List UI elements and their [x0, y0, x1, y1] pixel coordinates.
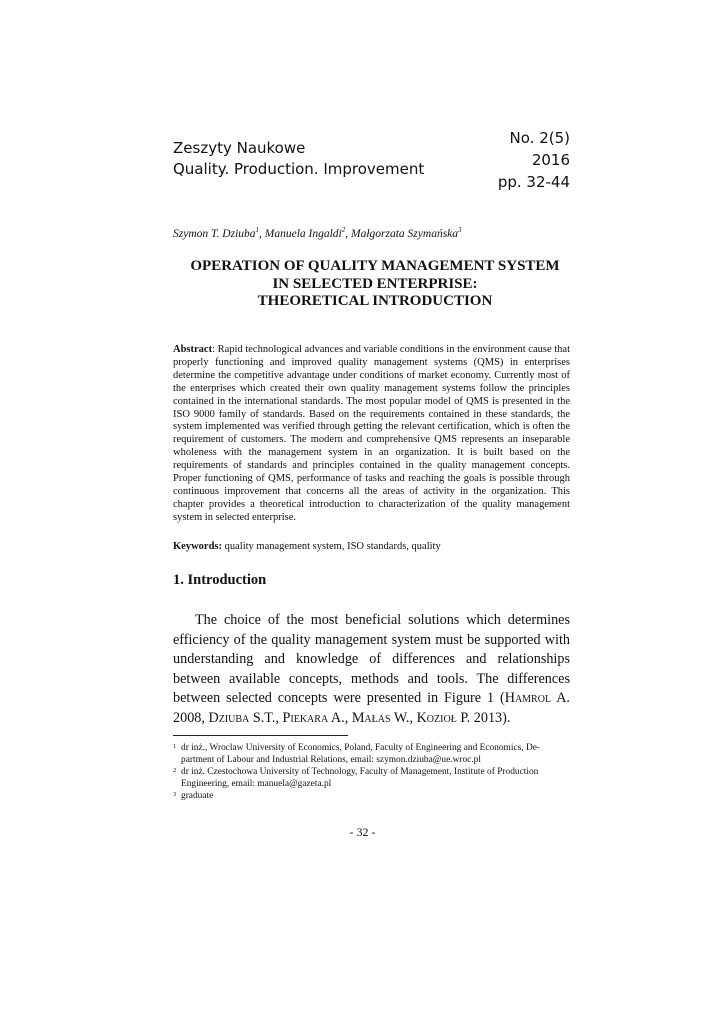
- keywords-text: quality management system, ISO standards, quality: [222, 541, 441, 552]
- keywords-label: Keywords:: [173, 541, 222, 552]
- author-name: Manuela Ingaldi: [264, 227, 342, 240]
- journal-name: [173, 138, 424, 180]
- abstract-label: Abstract: [173, 344, 213, 355]
- paper-title-line2: IN SELECTED ENTERPRISE:: [272, 275, 478, 292]
- author-footnote-mark: 3: [458, 226, 462, 234]
- footnote: [173, 766, 573, 790]
- intro-text: The choice of the most beneficial solutions which determines efficiency of the quality management system must be supported with understanding and knowledge of differences and relationships between available concepts, methods and tools. The differences between selected concepts were presented in Figure 1 (: [173, 612, 570, 706]
- footnote-line: dr inż. Czestochowa University of Technology, Faculty of Management, Institute of Production: [181, 767, 539, 777]
- author-footnote-mark: 2: [341, 226, 346, 234]
- footnote-divider: [173, 735, 348, 736]
- footnote-number: 1: [173, 743, 177, 750]
- issue-year: 2016: [531, 151, 570, 169]
- footnote-line: partment of Labour and Industrial Relations, email: szymon.dziuba@ue.wroc.pl: [181, 755, 481, 765]
- footnote-line: Engineering, email: manuela@gazeta.pl: [181, 779, 332, 789]
- issue-info: [498, 127, 570, 193]
- footnote-line: graduate: [181, 791, 214, 801]
- paper-title: [160, 258, 590, 311]
- footnote: [173, 790, 573, 802]
- footnote-number: 2: [173, 767, 177, 774]
- page-number: - 32 -: [349, 825, 376, 839]
- citation-author: Dziuba S.T., Piekara A., Małas W., Kozioł P.: [208, 709, 471, 726]
- author-name: Małgorzata Szymańska: [351, 227, 459, 240]
- paper-title-line3: THEORETICAL INTRODUCTION: [257, 293, 493, 309]
- author-name: Szymon T. Dziuba: [173, 227, 256, 240]
- citation-year: 2013).: [470, 709, 511, 726]
- keywords: [173, 541, 441, 552]
- citation-year: 2008,: [173, 709, 209, 726]
- footnote-line: dr inż., Wroclaw University of Economics, Poland, Faculty of Engineering and Economics, De-: [181, 743, 540, 753]
- journal-title-line2: Quality. Production. Improvement: [173, 160, 425, 178]
- author-separator: ,: [345, 227, 352, 240]
- author-footnote-mark: 1: [255, 226, 260, 234]
- paper-title-line1: OPERATION OF QUALITY MANAGEMENT SYSTEM: [190, 258, 560, 274]
- author-separator: ,: [259, 227, 265, 240]
- abstract: [173, 344, 570, 525]
- citation-author: Hamrol A.: [504, 690, 570, 706]
- footnotes: [173, 742, 573, 802]
- footnote: [173, 742, 573, 766]
- issue-number: No. 2(5): [509, 129, 570, 147]
- author-list: [173, 226, 462, 240]
- abstract-text: : Rapid technological advances and variable conditions in the environment cause that properly functioning and improved quality management systems (QMS) in enterprises determine the competitive advantage under conditions of market economy. Currently most of the enterprises which created their own quality management systems follow the principles contained in the international standards. The most popular model of QMS is presented in the ISO 9000 family of standards. Based on the requirements contained in these standards, the system implemented was verified through getting the relevant certification, which is often the requirement of customers. The modern and comprehensive QMS represents an inseparable wholeness with the management system in an organization. It is built based on the requirements of standards and principles contained in the quality management concepts. Proper functioning of QMS, performance of tasks and reaching the goals is possible through continuous improvement that concerns all the areas of activity in the organization. This chapter provides a theoretical introduction to characterization of the quality management system in selected enterprise.: [173, 344, 570, 523]
- section-heading: 1. Introduction: [173, 572, 267, 588]
- introduction-paragraph: [173, 611, 570, 728]
- journal-title-line1: Zeszyty Naukowe: [173, 139, 306, 157]
- footnote-number: 3: [173, 791, 177, 798]
- page-range: pp. 32-44: [497, 173, 570, 191]
